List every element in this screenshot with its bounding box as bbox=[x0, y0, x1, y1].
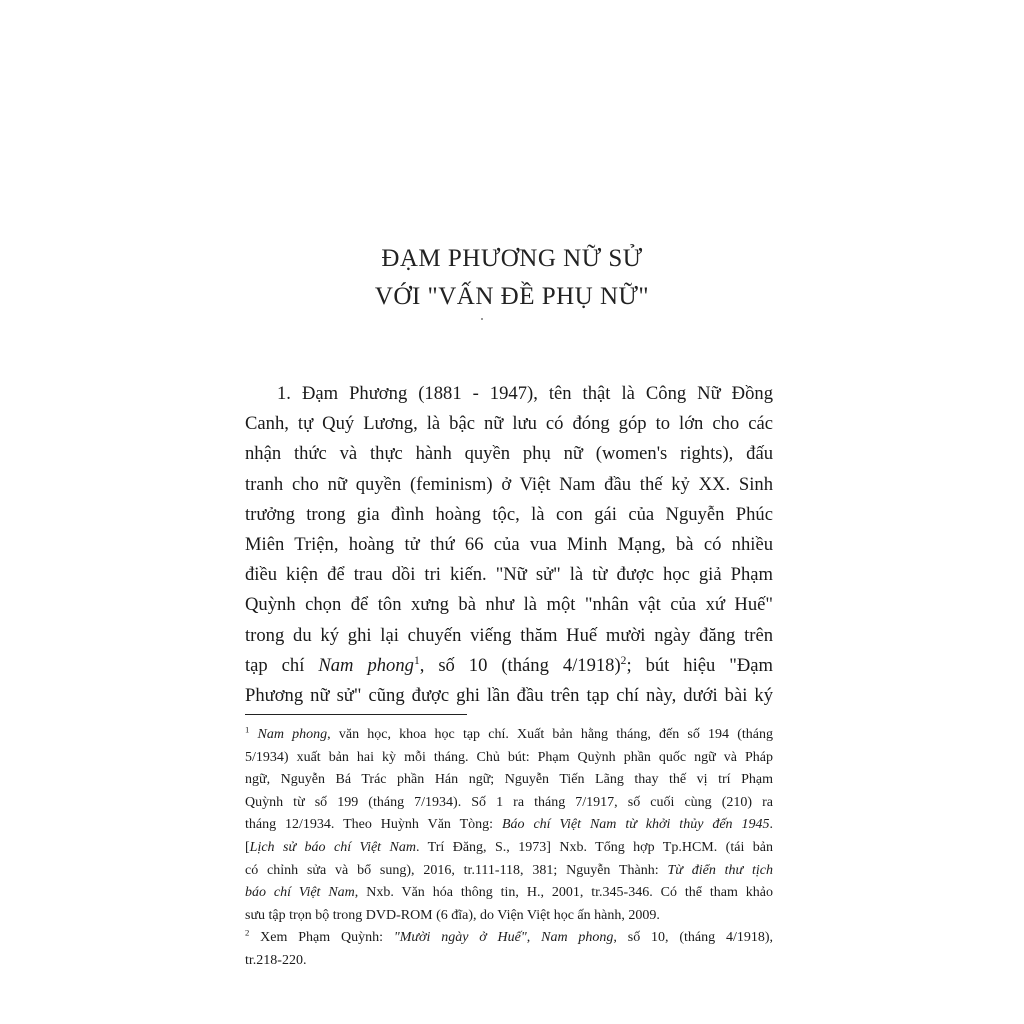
footnote-text: , số 10, (tháng 4/1918), bbox=[613, 930, 774, 946]
body-line: Quỳnh chọn để tôn xưng bà như là một "nhân vật của xứ Huế" bbox=[245, 594, 773, 616]
body-line: Canh, tự Quý Lương, là bậc nữ lưu có đóng góp to lớn cho các bbox=[245, 413, 773, 435]
footnote-text: , văn học, khoa học tạp chí. Xuất bản hằng tháng, đến số 194 (tháng bbox=[327, 727, 773, 742]
footnote-text: tháng 12/1934. Theo Huỳnh Văn Tòng: bbox=[245, 817, 502, 833]
footnote-ref-1: 1 bbox=[413, 654, 420, 667]
footnote-italic: Báo chí Việt Nam từ khởi thủy đến 1945 bbox=[501, 817, 770, 833]
footnote-text: . Trí Đăng, S., 1973] Nxb. Tổng hợp Tp.HCM. (tái bản bbox=[415, 839, 773, 855]
footnote-text: Xem Phạm Quỳnh: bbox=[249, 930, 394, 946]
body-line: điều kiện để trau dồi tri kiến. "Nữ sử" là từ được học giả Phạm bbox=[245, 564, 773, 586]
footnote-italic: Lịch sử báo chí Việt Nam bbox=[249, 839, 416, 855]
body-line: nhận thức và thực hành quyền phụ nữ (women's rights), đấu bbox=[245, 443, 773, 465]
body-line: 1. Đạm Phương (1881 - 1947), tên thật là Công Nữ Đồng bbox=[277, 383, 773, 404]
body-line: Miên Triện, hoàng tử thứ 66 của vua Minh Mạng, bà có nhiều bbox=[245, 534, 773, 556]
body-line: trưởng trong gia đình hoàng tộc, là con gái của Nguyễn Phúc bbox=[245, 503, 773, 525]
journal-name-italic: Nam phong bbox=[318, 654, 414, 676]
body-line bbox=[245, 651, 773, 681]
chapter-title-line-1: ĐẠM PHƯƠNG NỮ SỬ bbox=[381, 245, 643, 272]
footnote-italic: "Mười ngày ở Huế" bbox=[393, 930, 527, 946]
footnotes bbox=[245, 724, 773, 973]
footnote-1-line bbox=[245, 837, 773, 860]
footnote-text: , Nxb. Văn hóa thông tin, H., 2001, tr.345-346. Có thể tham khảo bbox=[354, 885, 773, 901]
body-paragraph bbox=[245, 379, 773, 711]
chapter-title-line-2: VỚI "VẤN ĐỀ PHỤ NỮ" bbox=[374, 283, 650, 310]
footnote-1-line: Quỳnh từ số 199 (tháng 7/1934). Số 1 ra tháng 7/1917, số cuối cùng (210) ra bbox=[245, 794, 773, 810]
footnote-separator bbox=[245, 714, 467, 715]
footnote-text: có chỉnh sửa và bổ sung), 2016, tr.111-118, 381; Nguyễn Thành: bbox=[245, 862, 668, 878]
footnote-text: [ bbox=[245, 839, 250, 855]
body-text-run: ; bút hiệu "Đạm bbox=[626, 654, 773, 676]
footnote-1-line: sưu tập trọn bộ trong DVD-ROM (6 đĩa), do Viện Việt học ấn hành, 2009. bbox=[245, 907, 660, 923]
body-line: tranh cho nữ quyền (feminism) ở Việt Nam đầu thế kỷ XX. Sinh bbox=[245, 473, 773, 495]
footnote-1-line bbox=[245, 860, 773, 883]
ornament-dot bbox=[481, 318, 483, 320]
footnote-italic: báo chí Việt Nam bbox=[245, 885, 355, 901]
footnote-text: . bbox=[769, 817, 773, 833]
footnote-1-line: ngữ, Nguyễn Bá Trác phần Hán ngữ; Nguyễn Tiến Lãng thay thế vị trí Phạm bbox=[245, 772, 773, 788]
footnote-1-line: 5/1934) xuất bản hai kỳ mỗi tháng. Chủ bút: Phạm Quỳnh phần quốc ngữ và Pháp bbox=[245, 749, 773, 765]
footnote-1-line bbox=[245, 724, 773, 747]
footnote-text: , bbox=[526, 930, 542, 946]
footnote-2-marker: 2 bbox=[245, 927, 250, 938]
body-text-run: tạp chí bbox=[245, 654, 319, 676]
footnote-italic: Nam phong bbox=[257, 727, 328, 742]
footnote-1-line bbox=[245, 814, 773, 837]
body-text-run: , số 10 (tháng 4/1918) bbox=[419, 654, 621, 676]
footnote-1-marker: 1 bbox=[245, 724, 250, 735]
chapter-title bbox=[0, 240, 1024, 316]
footnote-2-line: tr.218-220. bbox=[245, 952, 307, 968]
footnote-2-line bbox=[245, 927, 773, 950]
footnote-italic: Từ điển thư tịch bbox=[667, 862, 774, 878]
footnote-italic: Nam phong bbox=[541, 930, 614, 946]
footnote-ref-2: 2 bbox=[620, 654, 627, 667]
body-line: trong du ký ghi lại chuyến viếng thăm Huế mười ngày đăng trên bbox=[245, 624, 773, 646]
body-line: Phương nữ sử" cũng được ghi lần đầu trên tạp chí này, dưới bài ký bbox=[245, 685, 773, 707]
footnote-1-line bbox=[245, 882, 773, 905]
